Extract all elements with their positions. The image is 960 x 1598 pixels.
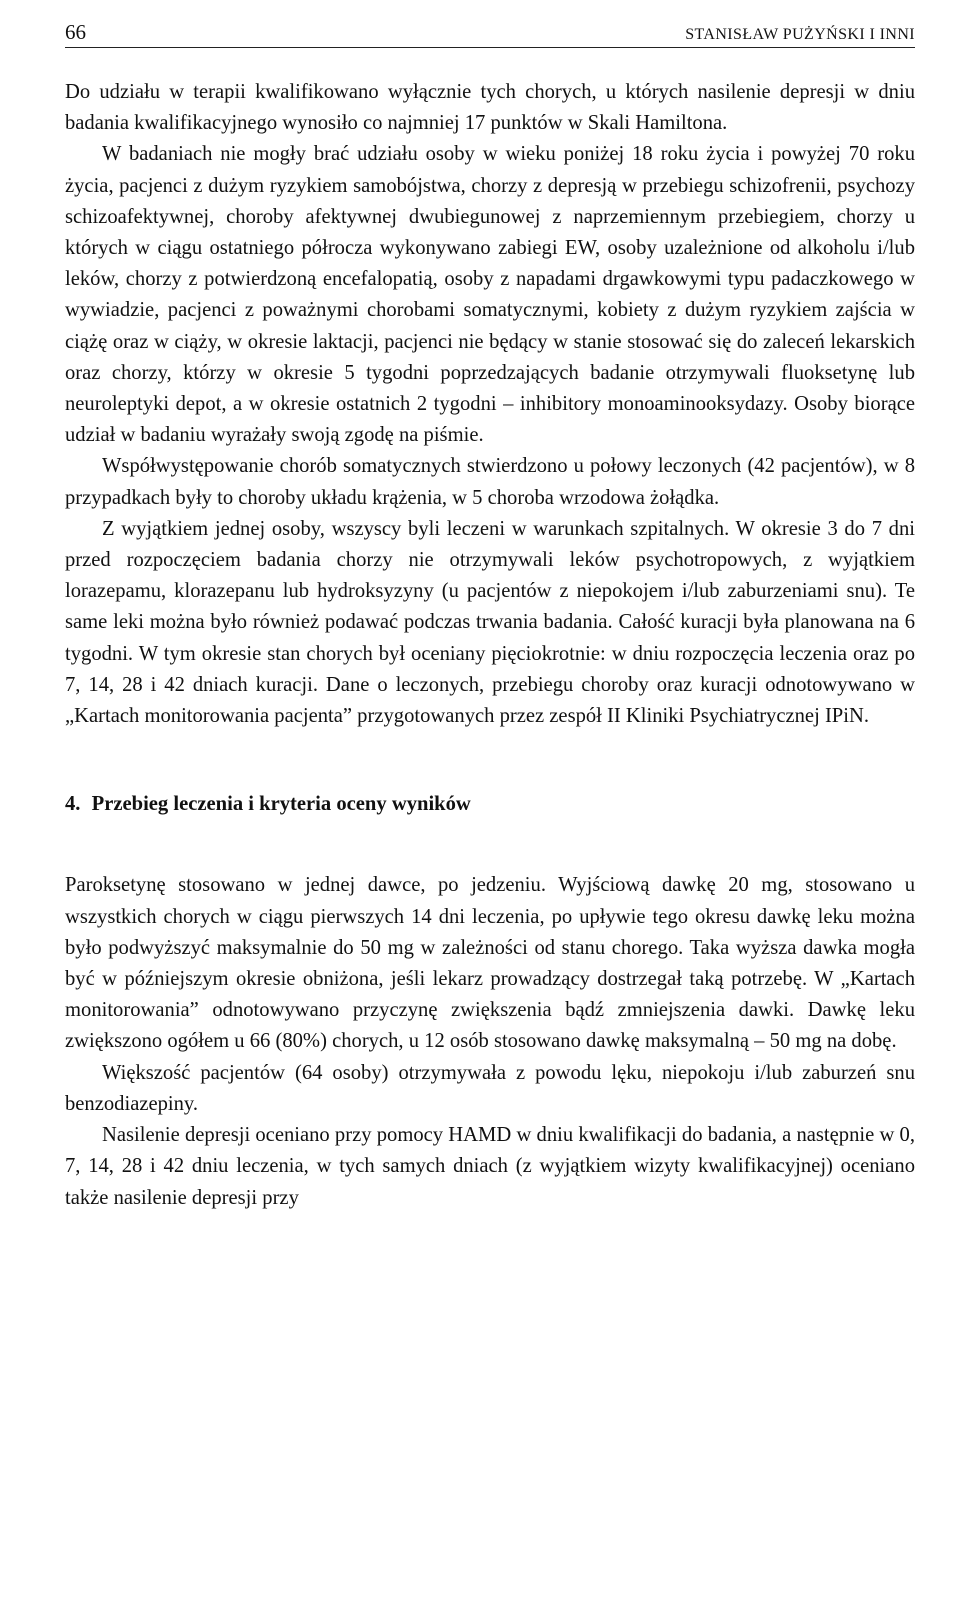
paragraph-benzodiazepines: Większość pacjentów (64 osoby) otrzymywała z powodu lęku, niepokoju i/lub zaburzeń snu benzodiazepiny. (65, 1061, 915, 1115)
paragraph-comorbidity: Współwystępowanie chorób somatycznych stwierdzono u połowy leczonych (42 pacjentów), w 8 przypadkach były to choroby układu krążenia, w 5 choroba wrzodowa żołądka. (65, 455, 915, 509)
section-heading (65, 789, 915, 820)
paragraph-treatment-setting: Z wyjątkiem jednej osoby, wszyscy byli leczeni w warunkach szpitalnych. W okresie 3 do 7 dni przed rozpoczęciem badania chorzy nie otrzymywali leków psychotropowych, z wyjątkiem lorazepamu, klorazepanu lub hydroksyzyny (u pacjentów z niepokojem i/lub zaburzeniami snu). Te same leki można było również podawać podczas trwania badania. Całość kuracji była planowana na 6 tygodni. W tym okresie stan chorych był oceniany pięciokrotnie: w dniu rozpoczęcia leczenia oraz po 7, 14, 28 i 42 dniach kuracji. Dane o leczonych, przebiegu choroby oraz kuracji odnotowywano w „Kartach monitorowania pacjenta” przygotowanych przez zespół II Kliniki Psychiatrycznej IPiN. (65, 517, 915, 728)
paragraph-qualification: Do udziału w terapii kwalifikowano wyłącznie tych chorych, u których nasilenie depresji w dniu badania kwalifikacyjnego wynosiło co najmniej 17 punktów w Skali Hamiltona. (65, 81, 915, 135)
page-number: 66 (65, 20, 86, 44)
paragraph-assessment: Nasilenie depresji oceniano przy pomocy HAMD w dniu kwalifikacji do badania, a następnie w 0, 7, 14, 28 i 42 dniu leczenia, w tych samych dniach (z wyjątkiem wizyty kwalifikacyjnej) oceniano także nasilenie depresji przy (65, 1124, 915, 1209)
running-header (65, 14, 915, 48)
article-body (65, 77, 915, 1214)
paragraph-dosage: Paroksetynę stosowano w jednej dawce, po jedzeniu. Wyjściową dawkę 20 mg, stosowano u wszystkich chorych w ciągu pierwszych 14 dni leczenia, po upływie tego okresu dawkę leku można było podwyższyć maksymalnie do 50 mg w zależności od stanu chorego. Taka wyższa dawka mogła być w późniejszym okresie obniżona, jeśli lekarz prowadzący dostrzegał taką potrzebę. W „Kartach monitorowania” odnotowywano przyczynę zwiększenia bądź zmniejszenia dawki. Dawkę leku zwiększono ogółem u 66 (80%) chorych, u 12 osób stosowano dawkę maksymalną – 50 mg na dobę. (65, 874, 915, 1053)
running-header-authors: STANISŁAW PUŻYŃSKI I INNI (685, 26, 915, 43)
paragraph-exclusion-criteria: W badaniach nie mogły brać udziału osoby w wieku poniżej 18 roku życia i powyżej 70 roku życia, pacjenci z dużym ryzykiem samobójstwa, chorzy z depresją w przebiegu schizofrenii, psychozy schizoafektywnej, choroby afektywnej dwubiegunowej z naprzemiennym przebiegiem, chorzy u których w ciągu ostatniego półrocza wykonywano zabiegi EW, osoby uzależnione od alkoholu i/lub leków, chorzy z potwierdzoną encefalopatią, osoby z napadami drgawkowymi typu padaczkowego w wywiadzie, pacjenci z poważnymi chorobami somatycznymi, kobiety z dużym ryzykiem zajścia w ciążę oraz w ciąży, w okresie laktacji, pacjenci nie będący w stanie stosować się do zaleceń lekarskich oraz chorzy, którzy w okresie 5 tygodni poprzedzających badanie otrzymywali fluoksetynę lub neuroleptyki depot, a w okresie ostatnich 2 tygodni – inhibitory monoaminooksydazy. Osoby biorące udział w badaniu wyrażały swoją zgodę na piśmie. (65, 143, 915, 447)
section-number: 4. (65, 793, 81, 816)
section-title: Przebieg leczenia i kryteria oceny wyników (91, 793, 471, 816)
